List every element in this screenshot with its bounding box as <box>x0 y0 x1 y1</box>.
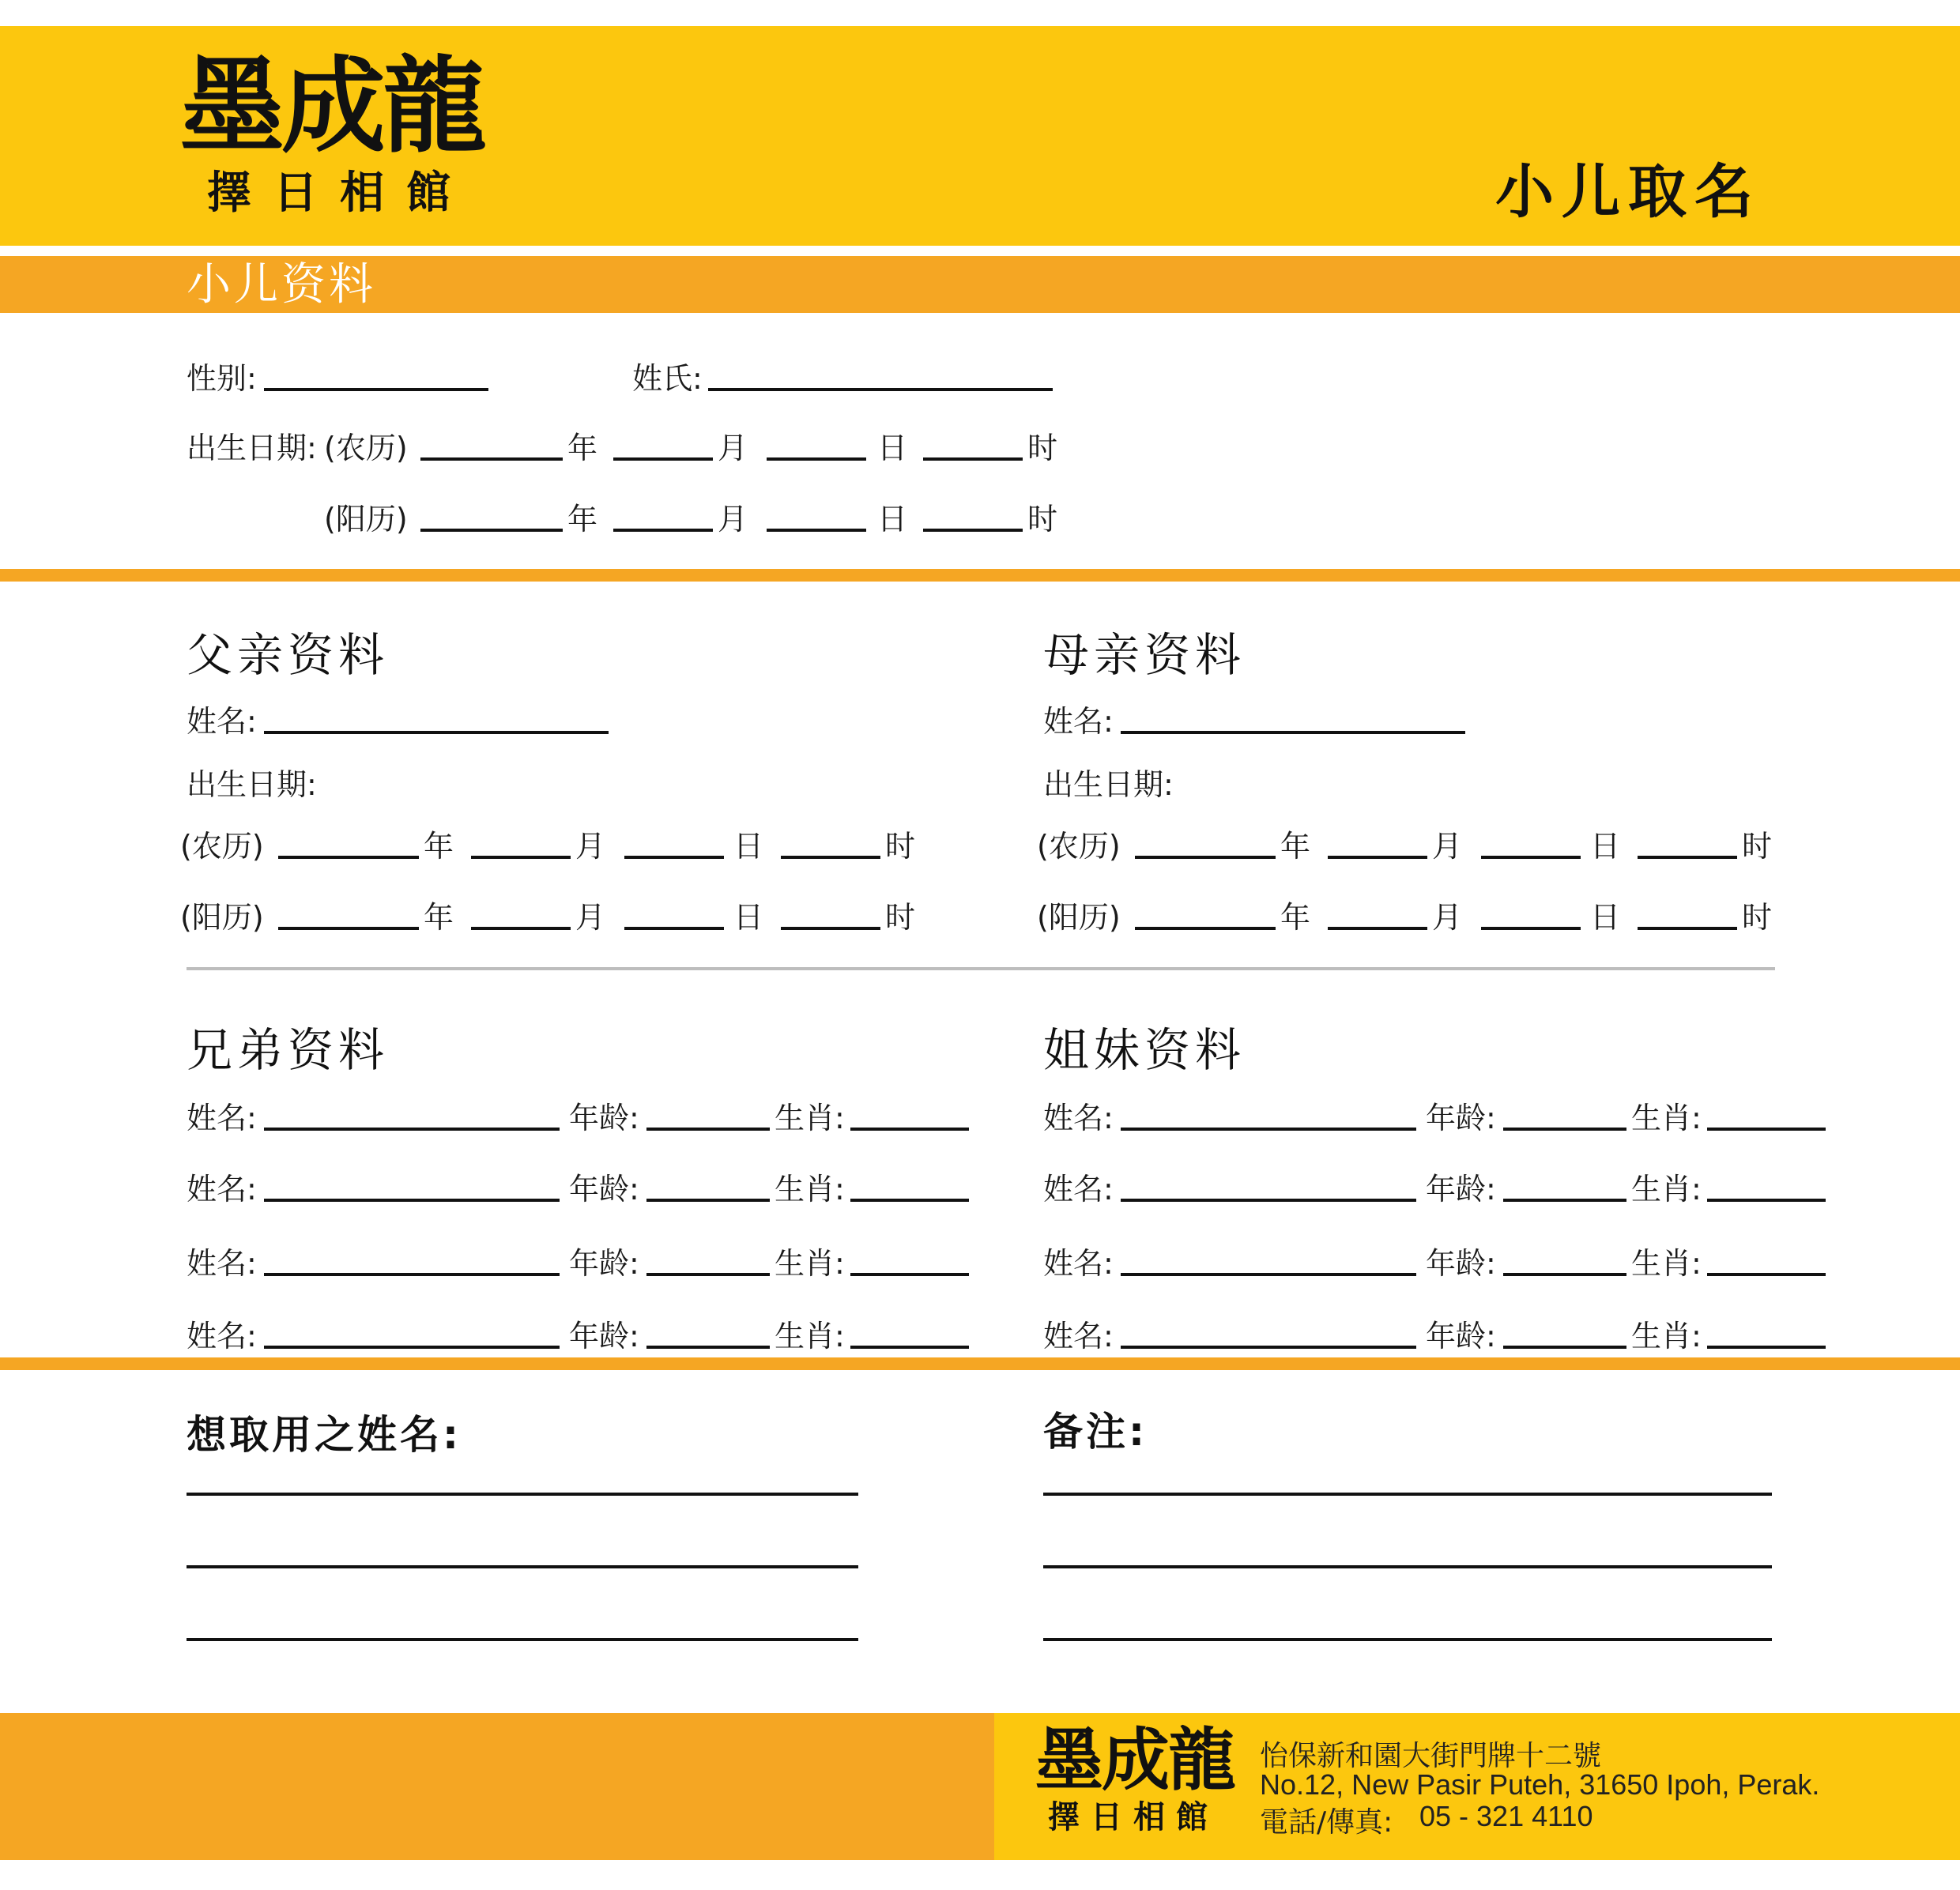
form-title: 小儿取名 <box>1495 158 1761 226</box>
mother-name-field[interactable] <box>1121 731 1465 734</box>
mother-birth-label: 出生日期: <box>1043 767 1174 802</box>
sister-zodiac-label: 生肖: <box>1631 1246 1702 1281</box>
child-birth-label: 出生日期: <box>187 431 317 465</box>
sister-name-label: 姓名: <box>1043 1319 1114 1353</box>
mother-name-label: 姓名: <box>1043 704 1114 739</box>
brother-zodiac-field[interactable] <box>850 1273 969 1276</box>
father-name-label: 姓名: <box>187 704 257 739</box>
gender-label: 性别: <box>187 361 257 396</box>
surname-label: 姓氏: <box>632 361 703 396</box>
mother-solar-year-field[interactable] <box>1135 927 1276 930</box>
year-label: 年 <box>1280 829 1311 864</box>
brother-name-field[interactable] <box>264 1273 560 1276</box>
remarks-line[interactable] <box>1043 1565 1772 1568</box>
sister-name-field[interactable] <box>1121 1346 1416 1349</box>
hour-label: 时 <box>1027 502 1058 537</box>
sister-age-field[interactable] <box>1503 1346 1626 1349</box>
father-solar-year-field[interactable] <box>278 927 419 930</box>
sister-name-label: 姓名: <box>1043 1101 1114 1135</box>
child-lunar-year-field[interactable] <box>420 457 563 461</box>
parents-divider <box>187 967 1775 970</box>
brother-age-field[interactable] <box>646 1346 770 1349</box>
child-solar-year-field[interactable] <box>420 529 563 532</box>
year-label: 年 <box>424 829 454 864</box>
sister-age-field[interactable] <box>1503 1128 1626 1131</box>
child-lunar-hour-field[interactable] <box>923 457 1023 461</box>
month-label: 月 <box>1432 900 1463 935</box>
address-english: No.12, New Pasir Puteh, 31650 Ipoh, Perak. <box>1260 1768 1820 1801</box>
year-label: 年 <box>567 502 598 537</box>
sisters-title: 姐妹资料 <box>1043 1023 1246 1077</box>
sister-zodiac-label: 生肖: <box>1631 1172 1702 1207</box>
child-solar-day-field[interactable] <box>767 529 866 532</box>
child-section-title: 小儿资料 <box>187 259 376 311</box>
brother-age-label: 年龄: <box>569 1246 639 1281</box>
sister-zodiac-field[interactable] <box>1707 1273 1826 1276</box>
brother-age-field[interactable] <box>646 1199 770 1202</box>
day-label: 日 <box>733 900 764 935</box>
sister-name-label: 姓名: <box>1043 1246 1114 1281</box>
sister-age-label: 年龄: <box>1426 1101 1496 1135</box>
father-lunar-day-field[interactable] <box>624 856 724 859</box>
sister-name-label: 姓名: <box>1043 1172 1114 1207</box>
father-birth-label: 出生日期: <box>187 767 317 802</box>
brother-zodiac-label: 生肖: <box>775 1319 845 1353</box>
desired-name-line[interactable] <box>187 1493 858 1496</box>
father-lunar-label: (农历) <box>180 829 264 864</box>
brother-zodiac-field[interactable] <box>850 1346 969 1349</box>
hour-label: 时 <box>885 900 916 935</box>
year-label: 年 <box>1280 900 1311 935</box>
sister-name-field[interactable] <box>1121 1199 1416 1202</box>
sister-zodiac-field[interactable] <box>1707 1346 1826 1349</box>
day-label: 日 <box>733 829 764 864</box>
brother-name-field[interactable] <box>264 1128 560 1131</box>
father-name-field[interactable] <box>264 731 609 734</box>
day-label: 日 <box>1590 829 1621 864</box>
brother-name-label: 姓名: <box>187 1319 257 1353</box>
child-solar-month-field[interactable] <box>613 529 713 532</box>
brothers-title: 兄弟资料 <box>187 1023 390 1077</box>
sister-name-field[interactable] <box>1121 1128 1416 1131</box>
sister-age-label: 年龄: <box>1426 1172 1496 1207</box>
phone-label: 電話/傳真: <box>1260 1806 1393 1839</box>
footer-logo-main: 墨成龍 <box>1035 1720 1234 1800</box>
brother-age-field[interactable] <box>646 1273 770 1276</box>
sister-age-label: 年龄: <box>1426 1246 1496 1281</box>
mother-solar-month-field[interactable] <box>1328 927 1427 930</box>
mother-solar-label: (阳历) <box>1037 900 1121 935</box>
gender-field[interactable] <box>264 388 488 391</box>
sister-zodiac-field[interactable] <box>1707 1199 1826 1202</box>
hour-label: 时 <box>885 829 916 864</box>
sister-zodiac-field[interactable] <box>1707 1128 1826 1131</box>
month-label: 月 <box>1432 829 1463 864</box>
brother-age-label: 年龄: <box>569 1101 639 1135</box>
brother-name-label: 姓名: <box>187 1172 257 1207</box>
sister-zodiac-label: 生肖: <box>1631 1101 1702 1135</box>
remarks-line[interactable] <box>1043 1638 1772 1641</box>
hour-label: 时 <box>1027 431 1058 465</box>
brother-name-field[interactable] <box>264 1199 560 1202</box>
sister-zodiac-label: 生肖: <box>1631 1319 1702 1353</box>
father-solar-day-field[interactable] <box>624 927 724 930</box>
mother-lunar-month-field[interactable] <box>1328 856 1427 859</box>
day-label: 日 <box>1590 900 1621 935</box>
year-label: 年 <box>567 431 598 465</box>
sister-name-field[interactable] <box>1121 1273 1416 1276</box>
father-solar-month-field[interactable] <box>471 927 571 930</box>
father-title: 父亲资料 <box>187 628 390 682</box>
brother-zodiac-label: 生肖: <box>775 1246 845 1281</box>
desired-name-line[interactable] <box>187 1565 858 1568</box>
mother-title: 母亲资料 <box>1043 628 1246 682</box>
brother-zodiac-field[interactable] <box>850 1128 969 1131</box>
father-solar-hour-field[interactable] <box>781 927 880 930</box>
remarks-title: 备注: <box>1043 1409 1148 1455</box>
mother-lunar-year-field[interactable] <box>1135 856 1276 859</box>
father-lunar-month-field[interactable] <box>471 856 571 859</box>
child-lunar-day-field[interactable] <box>767 457 866 461</box>
father-lunar-hour-field[interactable] <box>781 856 880 859</box>
brother-age-field[interactable] <box>646 1128 770 1131</box>
sister-age-field[interactable] <box>1503 1199 1626 1202</box>
mother-solar-hour-field[interactable] <box>1638 927 1737 930</box>
mother-solar-day-field[interactable] <box>1481 927 1581 930</box>
remarks-line[interactable] <box>1043 1493 1772 1496</box>
month-label: 月 <box>575 900 606 935</box>
child-solar-hour-field[interactable] <box>923 529 1023 532</box>
desired-name-line[interactable] <box>187 1638 858 1641</box>
sister-age-field[interactable] <box>1503 1273 1626 1276</box>
brother-age-label: 年龄: <box>569 1172 639 1207</box>
month-label: 月 <box>718 431 748 465</box>
logo-main: 墨成龍 <box>180 45 484 168</box>
brother-age-label: 年龄: <box>569 1319 639 1353</box>
brother-zodiac-label: 生肖: <box>775 1101 845 1135</box>
brother-name-label: 姓名: <box>187 1101 257 1135</box>
child-lunar-month-field[interactable] <box>613 457 713 461</box>
footer-logo-sub: 擇日相館 <box>1048 1799 1219 1835</box>
day-label: 日 <box>877 502 908 537</box>
sister-age-label: 年龄: <box>1426 1319 1496 1353</box>
hour-label: 时 <box>1742 900 1773 935</box>
logo-sub: 擇日相館 <box>207 168 473 219</box>
divider <box>0 569 1960 582</box>
brother-name-label: 姓名: <box>187 1246 257 1281</box>
phone-number: 05 - 321 4110 <box>1419 1800 1593 1832</box>
brother-name-field[interactable] <box>264 1346 560 1349</box>
year-label: 年 <box>424 900 454 935</box>
brother-zodiac-label: 生肖: <box>775 1172 845 1207</box>
child-lunar-label: (农历) <box>324 431 408 465</box>
month-label: 月 <box>575 829 606 864</box>
day-label: 日 <box>877 431 908 465</box>
brother-zodiac-field[interactable] <box>850 1199 969 1202</box>
father-lunar-year-field[interactable] <box>278 856 419 859</box>
mother-lunar-hour-field[interactable] <box>1638 856 1737 859</box>
desired-name-title: 想取用之姓名: <box>187 1412 462 1458</box>
father-solar-label: (阳历) <box>180 900 264 935</box>
address-chinese: 怡保新和園大街門牌十二號 <box>1260 1740 1602 1772</box>
month-label: 月 <box>718 502 748 537</box>
child-solar-label: (阳历) <box>324 502 408 537</box>
surname-field[interactable] <box>708 388 1053 391</box>
mother-lunar-day-field[interactable] <box>1481 856 1581 859</box>
mother-lunar-label: (农历) <box>1037 829 1121 864</box>
footer-band-left <box>0 1713 994 1860</box>
hour-label: 时 <box>1742 829 1773 864</box>
divider <box>0 1357 1960 1370</box>
